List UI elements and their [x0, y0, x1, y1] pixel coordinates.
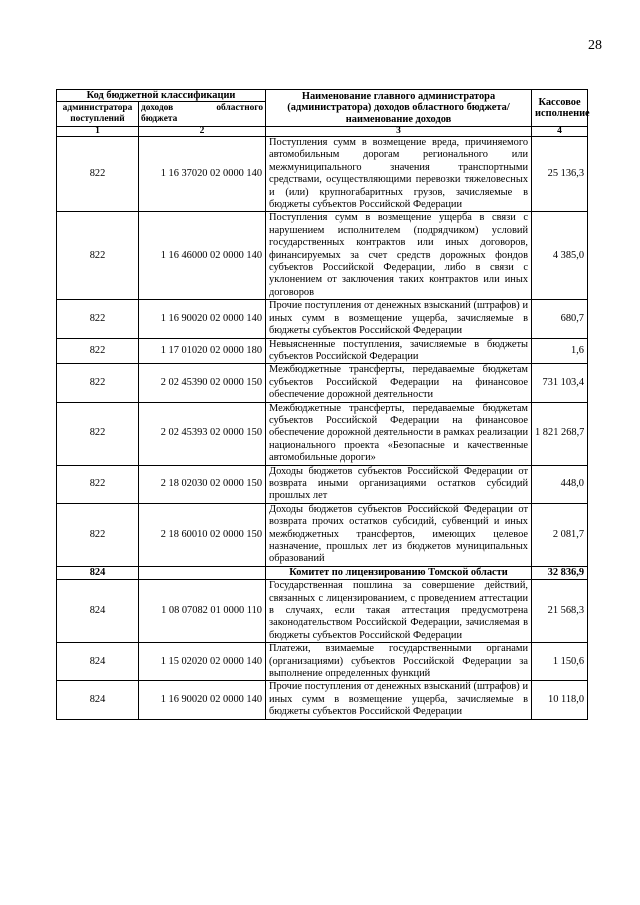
- admin-cell: 822: [57, 300, 139, 338]
- name-cell: Прочие поступления от денежных взысканий (штрафов) и иных сумм в возмещение ущерба, зачисляемые в бюджеты субъектов Российской Федерации: [266, 300, 532, 338]
- amount-cell: 1,6: [532, 338, 588, 364]
- amount-cell: 448,0: [532, 465, 588, 503]
- table-row: [57, 465, 588, 503]
- code-cell: 1 16 90020 02 0000 140: [139, 681, 266, 719]
- name-cell: Комитет по лицензированию Томской области: [266, 566, 532, 579]
- code-cell: 1 16 37020 02 0000 140: [139, 137, 266, 212]
- table-row: [57, 338, 588, 364]
- header-amount: Кассовое исполнение: [532, 90, 588, 127]
- code-cell: [139, 566, 266, 579]
- amount-cell: 2 081,7: [532, 503, 588, 566]
- amount-cell: 25 136,3: [532, 137, 588, 212]
- name-cell: Поступления сумм в возмещение ущерба в связи с нарушением исполнителем (подрядчиком) условий государственных контрактов или иных договоров, финансируемых за счет средств дорожных фондов субъектов Российской Федерации, либо в связи с уклонением от заключения таких контрактов или иных договоров: [266, 212, 532, 300]
- code-cell: 1 16 90020 02 0000 140: [139, 300, 266, 338]
- code-cell: 1 16 46000 02 0000 140: [139, 212, 266, 300]
- header-num-2: 2: [139, 127, 266, 137]
- table-body: [57, 137, 588, 720]
- admin-cell: 824: [57, 681, 139, 719]
- name-cell: Межбюджетные трансферты, передаваемые бюджетам субъектов Российской Федерации на финансовое обеспечение дорожной деятельности в рамках реализации национального проекта «Безопасные и качественные автомобильные дороги»: [266, 402, 532, 465]
- amount-cell: 1 821 268,7: [532, 402, 588, 465]
- header-num-4: 4: [532, 127, 588, 137]
- admin-cell: 822: [57, 402, 139, 465]
- budget-table: [56, 89, 588, 720]
- table-row: [57, 643, 588, 681]
- amount-cell: 10 118,0: [532, 681, 588, 719]
- header-income-left: доходов: [141, 103, 174, 113]
- name-cell: Государственная пошлина за совершение действий, связанных с лицензированием, с проведением аттестации в случаях, если такая аттестация предусмотрена законодательством Российской Федерации, зачисляемая в бюджеты субъектов Российской Федерации: [266, 580, 532, 643]
- admin-cell: 822: [57, 364, 139, 402]
- page-number: 28: [588, 38, 602, 53]
- header-income: [139, 102, 266, 127]
- admin-cell: 824: [57, 566, 139, 579]
- header-num-3: 3: [266, 127, 532, 137]
- table-row: [57, 300, 588, 338]
- admin-cell: 822: [57, 503, 139, 566]
- table-row: [57, 681, 588, 719]
- amount-cell: 32 836,9: [532, 566, 588, 579]
- table-row: [57, 580, 588, 643]
- code-cell: 2 02 45393 02 0000 150: [139, 402, 266, 465]
- name-cell: Поступления сумм в возмещение вреда, причиняемого автомобильным дорогам регионального или межмуниципального значения транспортными средствами, осуществляющими перевозки тяжеловесных и (или) крупногабаритных грузов, зачисляемые в бюджеты субъектов Российской Федерации: [266, 137, 532, 212]
- code-cell: 2 18 02030 02 0000 150: [139, 465, 266, 503]
- table-row: [57, 212, 588, 300]
- table-row: [57, 137, 588, 212]
- code-cell: 2 02 45390 02 0000 150: [139, 364, 266, 402]
- admin-cell: 822: [57, 212, 139, 300]
- admin-cell: 822: [57, 137, 139, 212]
- header-name: Наименование главного администратора (администратора) доходов областного бюджета/ наименование доходов: [266, 90, 532, 127]
- name-cell: Доходы бюджетов субъектов Российской Федерации от возврата прочих остатков субсидий, субвенций и иных межбюджетных трансфертов, имеющих целевое назначение, прошлых лет из бюджетов муниципальных образований: [266, 503, 532, 566]
- amount-cell: 1 150,6: [532, 643, 588, 681]
- table-row: [57, 566, 588, 579]
- header-classification-code: Код бюджетной классификации: [57, 90, 266, 102]
- name-cell: Невыясненные поступления, зачисляемые в бюджеты субъектов Российской Федерации: [266, 338, 532, 364]
- header-income-right: областного: [216, 103, 264, 113]
- admin-cell: 824: [57, 643, 139, 681]
- name-cell: Межбюджетные трансферты, передаваемые бюджетам субъектов Российской Федерации на финансовое обеспечение дорожной деятельности: [266, 364, 532, 402]
- table-row: [57, 402, 588, 465]
- header-num-1: 1: [57, 127, 139, 137]
- name-cell: Доходы бюджетов субъектов Российской Федерации от возврата иными организациями остатков субсидий прошлых лет: [266, 465, 532, 503]
- amount-cell: 21 568,3: [532, 580, 588, 643]
- admin-cell: 822: [57, 338, 139, 364]
- table-row: [57, 364, 588, 402]
- code-cell: 1 08 07082 01 0000 110: [139, 580, 266, 643]
- header-income-bottom: бюджета: [141, 114, 178, 124]
- header-admin: администратора поступлений: [57, 102, 139, 127]
- code-cell: 1 15 02020 02 0000 140: [139, 643, 266, 681]
- admin-cell: 824: [57, 580, 139, 643]
- admin-cell: 822: [57, 465, 139, 503]
- amount-cell: 731 103,4: [532, 364, 588, 402]
- amount-cell: 680,7: [532, 300, 588, 338]
- code-cell: 2 18 60010 02 0000 150: [139, 503, 266, 566]
- amount-cell: 4 385,0: [532, 212, 588, 300]
- name-cell: Прочие поступления от денежных взысканий (штрафов) и иных сумм в возмещение ущерба, зачисляемые в бюджеты субъектов Российской Федерации: [266, 681, 532, 719]
- table-row: [57, 503, 588, 566]
- code-cell: 1 17 01020 02 0000 180: [139, 338, 266, 364]
- name-cell: Платежи, взимаемые государственными органами (организациями) субъектов Российской Федерации за выполнение определенных функций: [266, 643, 532, 681]
